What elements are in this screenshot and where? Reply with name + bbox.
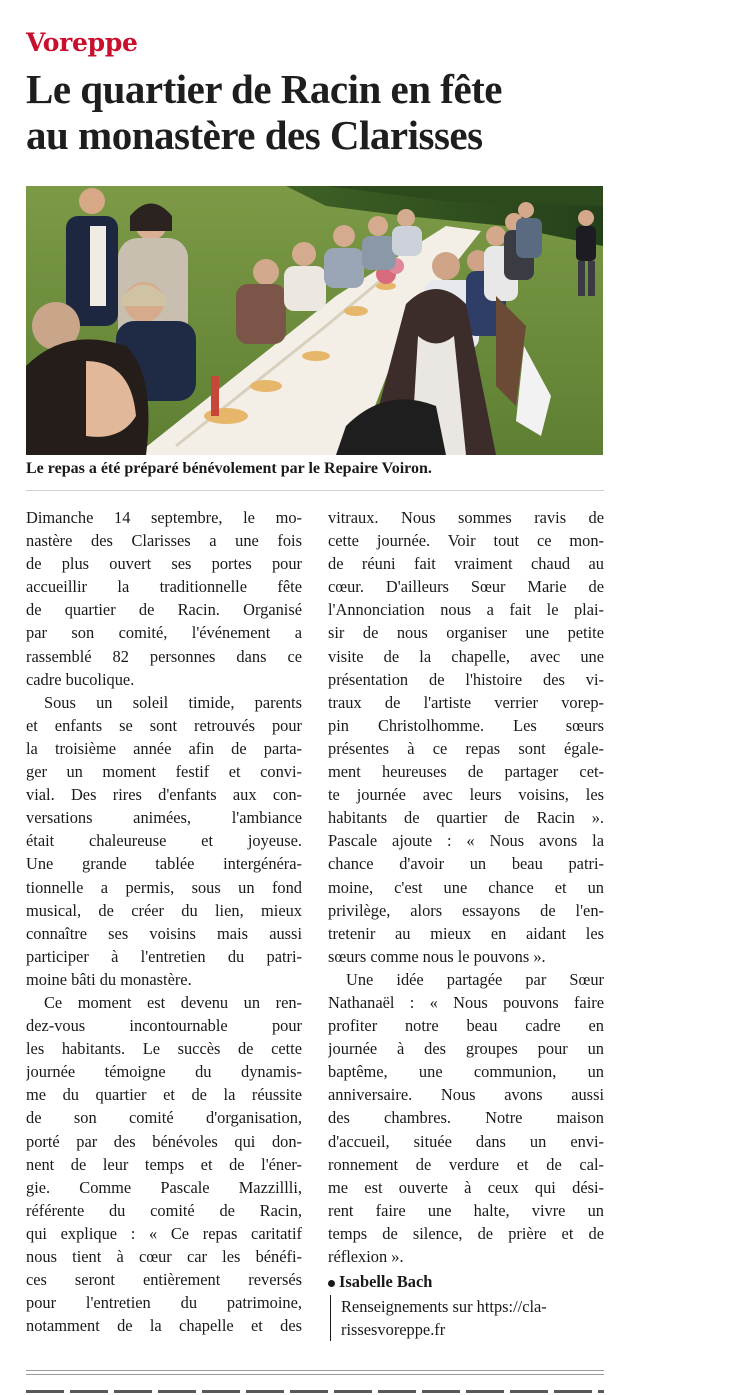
text-line: Une idée partagée par Sœur [346,969,604,989]
text-line: te journée avec leurs voisins, les [328,785,604,805]
text-line: Sous un soleil timide, parents [44,692,302,712]
text-line: nous tient à cœur car les bénéfi- [26,1247,302,1266]
text-line: la troisième année afin de parta- [26,738,302,758]
text-line: baptême, une communion, un [328,1062,604,1082]
bottom-divider [26,1370,604,1371]
text-line: tretenir au mieux en aidant les [328,923,604,943]
text-line: pin Christolhomme. Les sœurs [328,715,604,735]
text-line: participer à l'entretien du patri- [26,946,302,966]
text-line: habitants de quartier de Racin ». [328,808,604,828]
text-line: vial. Des rires d'enfants aux con- [26,785,302,805]
text-line: notamment de la chapelle et des [26,1316,302,1336]
article-headline [26,66,616,158]
article-column-left [26,506,302,1337]
text-line: des chambres. Notre maison [328,1108,604,1128]
text-line: Dimanche 14 septembre, le mo- [26,508,302,527]
text-line: profiter notre beau cadre en [328,1016,604,1036]
text-line: rent faire une halte, vivre un [328,1200,604,1220]
text-line: gie. Comme Pascale Mazzillli, [26,1177,302,1197]
text-line: et enfants se sont retrouvés pour [26,715,302,735]
text-line: ces seront entièrement reversés [26,1270,302,1290]
text-line: dez-vous incontournable pour [26,1016,302,1036]
text-line: Ce moment est devenu un ren- [44,992,302,1012]
text-line: journée à des groupes pour un [328,1039,604,1059]
text-line: les habitants. Le succès de cette [26,1039,302,1059]
text-line: par son comité, l'événement a [26,623,302,643]
text-line: nent de leur temps et de l'éner- [26,1154,302,1174]
paragraph-2 [26,691,302,991]
text-line: traux de l'artiste verrier vorep- [328,692,604,712]
author-name: Isabelle Bach [339,1272,433,1292]
bullet-icon [328,1280,335,1287]
text-line: temps de silence, de prière et de [328,1223,604,1243]
paragraph-1 [26,506,302,691]
text-line: musical, de créer du lien, mieux [26,900,302,920]
bottom-divider [26,1374,604,1375]
paragraph-3 [26,991,302,1337]
text-line: me du quartier et de la réussite [26,1085,302,1105]
author-byline [328,1270,604,1293]
text-line: privilège, alors essayons de l'en- [328,900,604,920]
text-line: journée témoigne du dynamis- [26,1062,302,1082]
caption-divider [26,490,604,491]
photo-caption: Le repas a été préparé bénévolement par le Repaire Voiron. [26,460,432,477]
text-line: tionnelle a permis, sous un fond [26,877,302,897]
text-line: d'accueil, située dans un envi- [328,1131,604,1151]
text-line: vitraux. Nous sommes ravis de [328,508,604,527]
text-line: de réuni fait vraiment chaud au [328,554,604,574]
text-line: accueillir la traditionnelle fête [26,577,302,597]
text-line: me est ouverte à ceux qui dési- [328,1177,604,1197]
text-line: de quartier de Racin. Organisé [26,600,302,620]
photo-illustration [26,186,603,455]
text-line: Une grande tablée intergénéra- [26,854,302,874]
text-line: cette journée. Voir tout ce mon- [328,531,604,551]
text-line: rassemblé 82 personnes dans ce [26,646,302,666]
headline-line-1: Le quartier de Racin en fête [26,66,502,112]
text-line: moine, c'est une chance et un [328,877,604,897]
text-line: nastère des Clarisses a une fois [26,531,302,551]
text-line: de son comité d'organisation, [26,1108,302,1128]
article-column-right [328,506,604,1341]
text-line: chance d'avoir un beau patri- [328,854,604,874]
info-box [330,1295,604,1341]
text-line: l'Annonciation nous a fait le plai- [328,600,604,620]
article-photo [26,186,603,455]
paragraph-5 [328,968,604,1268]
text-line: porté par des bénévoles qui don- [26,1131,302,1151]
paragraph-4 [328,506,604,968]
text-line: ment heureuses de partager cet- [328,762,604,782]
text-line: était chaleureuse et joyeuse. [26,831,302,851]
cropped-next-article [26,1385,604,1395]
text-line: cadre bucolique. [26,669,135,689]
text-line: référente du comité de Racin, [26,1200,302,1220]
text-line: pour l'entretien du patrimoine, [26,1293,302,1313]
text-line: Pascale ajoute : « Nous avons la [328,831,604,851]
text-line: sœurs comme nous le pouvons ». [328,946,546,966]
text-line: sir de nous organiser une petite [328,623,604,643]
info-line: rissesvoreppe.fr [341,1320,446,1340]
text-line: ronnement de verdure et de cal- [328,1154,604,1174]
text-line: anniversaire. Nous avons aussi [328,1085,604,1105]
text-line: présentes à ce repas sont égale- [328,738,604,758]
text-line: cœur. D'ailleurs Sœur Marie de [328,577,604,597]
text-line: présentation de l'histoire des vi- [328,669,604,689]
text-line: ger un moment festif et convi- [26,762,302,782]
text-line: qui explique : « Ce repas caritatif [26,1223,302,1243]
text-line: de plus ouvert ses portes pour [26,554,302,574]
text-line: connaître ses voisins mais aussi [26,923,302,943]
info-line: Renseignements sur https://cla- [341,1297,547,1317]
headline-line-2: au monastère des Clarisses [26,112,483,158]
section-kicker: Voreppe [26,28,138,57]
text-line: réflexion ». [328,1247,404,1266]
text-line: visite de la chapelle, avec une [328,646,604,666]
text-line: versations animées, l'ambiance [26,808,302,828]
text-line: Nathanaël : « Nous pouvons faire [328,992,604,1012]
text-line: moine bâti du monastère. [26,969,192,989]
